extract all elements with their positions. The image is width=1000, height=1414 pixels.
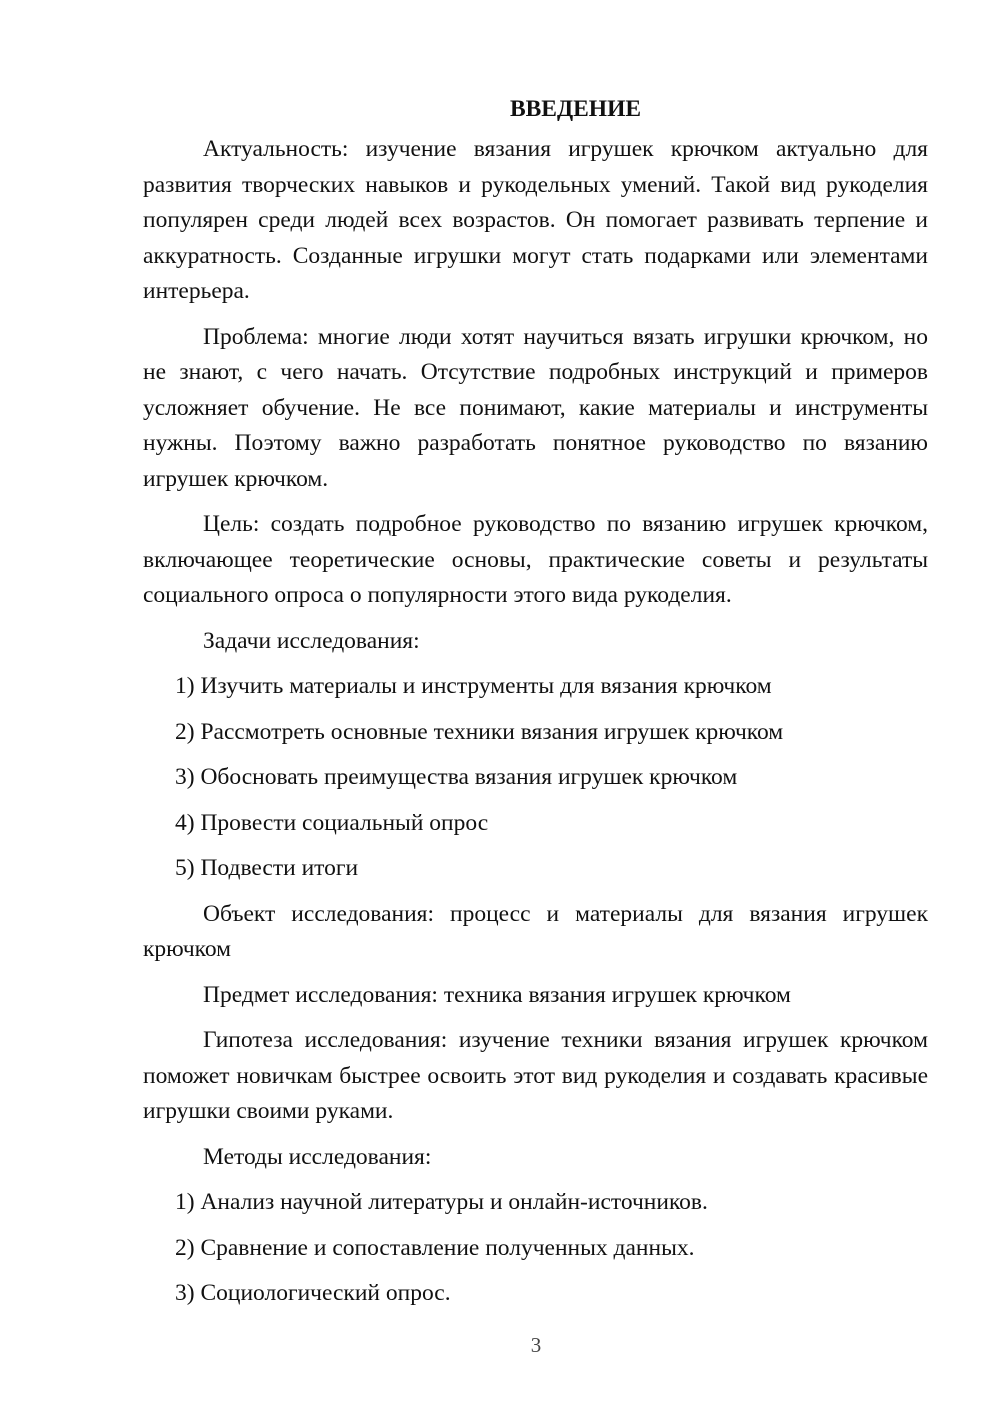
page-number: 3 [530,1333,542,1357]
subject-paragraph: Предмет исследования: техника вязания игрушек крючком [203,981,791,1008]
goal-paragraph: Цель: создать подробное руководство по вязанию игрушек крючком, включающее теоретические основы, практические советы и результаты социального опроса о популярности этого вида рукоделия. [143,511,928,608]
section-heading: ВВЕДЕНИЕ [509,96,642,122]
document-page [143,92,928,1322]
task-item: 2) Рассмотреть основные техники вязания игрушек крючком [175,718,784,745]
object-paragraph: Объект исследования: процесс и материалы для вязания игрушек крючком [143,900,928,962]
hypothesis-paragraph: Гипотеза исследования: изучение техники вязания игрушек крючком поможет новичкам быстрее освоить этот вид рукоделия и создавать красивые игрушки своими руками. [143,1027,928,1124]
tasks-label: Задачи исследования: [203,627,420,654]
method-item: 2) Сравнение и сопоставление полученных данных. [175,1234,695,1261]
methods-label: Методы исследования: [203,1143,432,1170]
task-item: 4) Провести социальный опрос [175,809,489,836]
problem-paragraph: Проблема: многие люди хотят научиться вязать игрушки крючком, но не знают, с чего начать. Отсутствие подробных инструкций и примеров усложняет обучение. Не все понимают, какие материалы и инструменты нужны. Поэтому важно разработать понятное руководство по вязанию игрушек крючком. [143,323,928,492]
task-item: 1) Изучить материалы и инструменты для вязания крючком [175,673,772,699]
relevance-paragraph: Актуальность: изучение вязания игрушек крючком актуально для развития творческих навыков и рукодельных умений. Такой вид рукоделия популярен среди людей всех возрастов. Он помогает развивать терпение и аккуратность. Созданные игрушки могут стать подарками или элементами интерьера. [143,136,928,304]
method-item: 3) Социологический опрос. [175,1280,451,1306]
method-item: 1) Анализ научной литературы и онлайн-источников. [175,1189,708,1215]
task-item: 5) Подвести итоги [175,855,359,881]
task-item: 3) Обосновать преимущества вязания игрушек крючком [175,764,738,790]
